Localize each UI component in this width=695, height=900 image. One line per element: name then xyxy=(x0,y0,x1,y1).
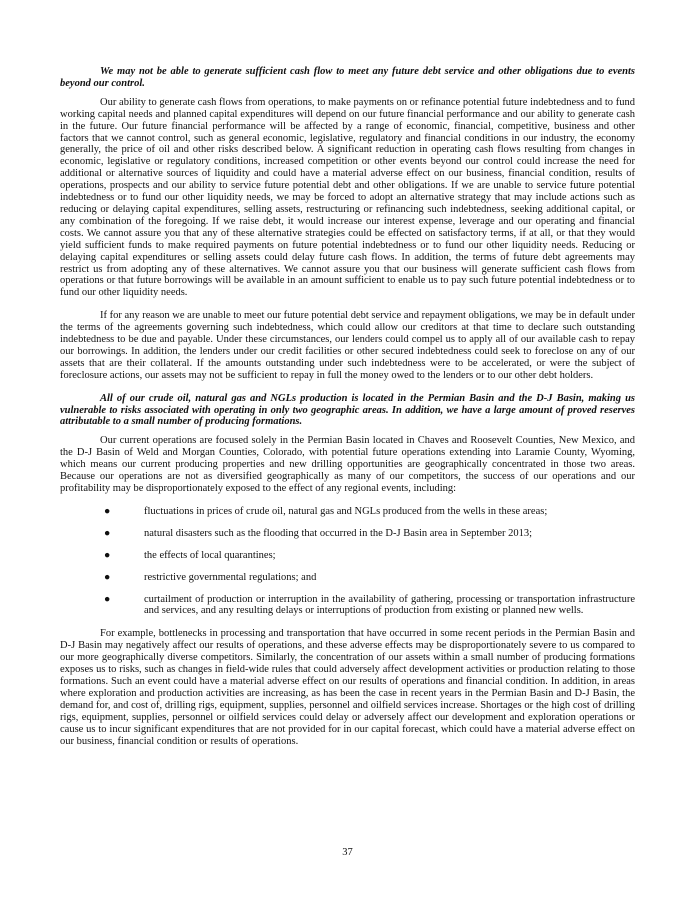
paragraph-cash-flow-ability: Our ability to generate cash flows from operations, to make payments on or refinance potential future indebtedness and to fund working capital needs and planned capital expenditures will depend on our future financial performance and our ability to generate cash in the future. Our future financial performance will be affected by a range of economic, financial, competitive, business and other factors that we cannot control, such as general economic, legislative, regulatory and financial conditions in our industry, the economy generally, the price of oil and other risks described below. A significant reduction in operating cash flows resulting from changes in economic, legislative or regulatory conditions, increased competition or other events beyond our control could increase the need for additional or alternative sources of liquidity and could have a material adverse effect on our business, financial condition, results of operations, prospects and our ability to service future potential debt and other obligations. If we are unable to service future potential indebtedness or to fund our other liquidity needs, we may be forced to adopt an alternative strategy that may include actions such as reducing or delaying capital expenditures, selling assets, restructuring or refinancing such indebtedness, seeking additional capital, or any combination of the foregoing. If we raise debt, it would increase our interest expense, leverage and our operating and financial costs. We cannot assure you that any of these alternative strategies could be effected on satisfactory terms, if at all, or that they would yield sufficient funds to make required payments on future potential indebtedness or to fund our other liquidity needs. Reducing or delaying capital expenditures or selling assets could delay future cash flows. In addition, the terms of future debt agreements may restrict us from adopting any of these alternatives. We cannot assure you that our business will generate sufficient cash flows from operations or that future borrowings will be available in an amount sufficient to enable us to pay such future potential indebtedness or to fund our other liquidity needs. xyxy=(60,96,635,299)
bullet-icon: ● xyxy=(104,593,111,605)
paragraph-current-operations: Our current operations are focused solely in the Permian Basin located in Chaves and Roosevelt Counties, New Mexico, and the D-J Basin of Weld and Morgan Counties, Colorado, with potential future operations extending into Laramie County, Wyoming, which means our current producing properties and new drilling opportunities are geographically concentrated in those two areas. Because our operations are not as diversified geographically as many of our competitors, the success of our operations and our profitability may be disproportionately exposed to the effect of any regional events, including: xyxy=(60,435,635,494)
list-item xyxy=(60,594,635,618)
list-item-text: restrictive governmental regulations; and xyxy=(144,571,317,583)
bullet-icon: ● xyxy=(104,527,111,539)
page-number: 37 xyxy=(342,847,353,858)
risk-factor-heading-cash-flow: We may not be able to generate sufficient cash flow to meet any future debt service and other obligations due to events beyond our control. xyxy=(60,66,635,89)
paragraph-bottlenecks-example: For example, bottlenecks in processing and transportation that have occurred in some recent periods in the Permian Basin and D-J Basin may negatively affect our results of operations, and these adverse effects may be disproportionately severe to us compared to our more geographically diverse competitors. Similarly, the concentration of our assets within a small number of producing formations exposes us to risks, such as changes in field-wide rules that could adversely affect development activities or production relating to those formations. Such an event could have a material adverse effect on our results of operations and financial condition. In addition, in areas where exploration and production activities are increasing, as has been the case in recent years in the Permian Basin and D-J Basin, the demand for, and cost of, drilling rigs, equipment, supplies, personnel and oilfield services increase. Shortages or the high cost of drilling rigs, equipment, supplies, personnel or oilfield services could delay or adversely affect our development and exploration operations or cause us to incur significant expenditures that are not provided for in our capital forecast, which could have a material adverse effect on our business, financial condition or results of operations. xyxy=(60,628,635,747)
list-item-text: the effects of local quarantines; xyxy=(144,549,276,561)
list-item-text: fluctuations in prices of crude oil, natural gas and NGLs produced from the wells in these areas; xyxy=(144,505,548,517)
list-item xyxy=(60,506,635,518)
bullet-icon: ● xyxy=(104,571,111,583)
list-item-text: curtailment of production or interruption in the availability of gathering, processing or transportation infrastructure and services, and any resulting delays or interruptions of production from existing or planned new wells. xyxy=(144,593,635,617)
risk-factor-heading-geographic-concentration: All of our crude oil, natural gas and NGLs production is located in the Permian Basin and the D-J Basin, making us vulnerable to risks associated with operating in only two geographic areas. In addition, we have a large amount of proved reserves attributable to a small number of producing formations. xyxy=(60,392,635,428)
paragraph-debt-default: If for any reason we are unable to meet our future potential debt service and repayment obligations, we may be in default under the terms of the agreements governing such indebtedness, which could allow our creditors at that time to declare such outstanding indebtedness to be due and payable. Under these circumstances, our lenders could compel us to apply all of our available cash to repay our borrowings. In addition, the lenders under our credit facilities or other secured indebtedness could seek to foreclose on any of our assets that are their collateral. If the amounts outstanding under such indebtedness were to be accelerated, or were the subject of foreclosure actions, our assets may not be sufficient to repay in full the money owed to the lenders or to our other debt holders. xyxy=(60,310,636,381)
bullet-icon: ● xyxy=(104,505,111,517)
list-item xyxy=(60,550,635,562)
regional-events-list xyxy=(60,506,635,617)
list-item xyxy=(60,572,635,584)
bullet-icon: ● xyxy=(104,549,111,561)
list-item-text: natural disasters such as the flooding that occurred in the D-J Basin area in September 2013; xyxy=(144,527,533,539)
list-item xyxy=(60,528,635,540)
